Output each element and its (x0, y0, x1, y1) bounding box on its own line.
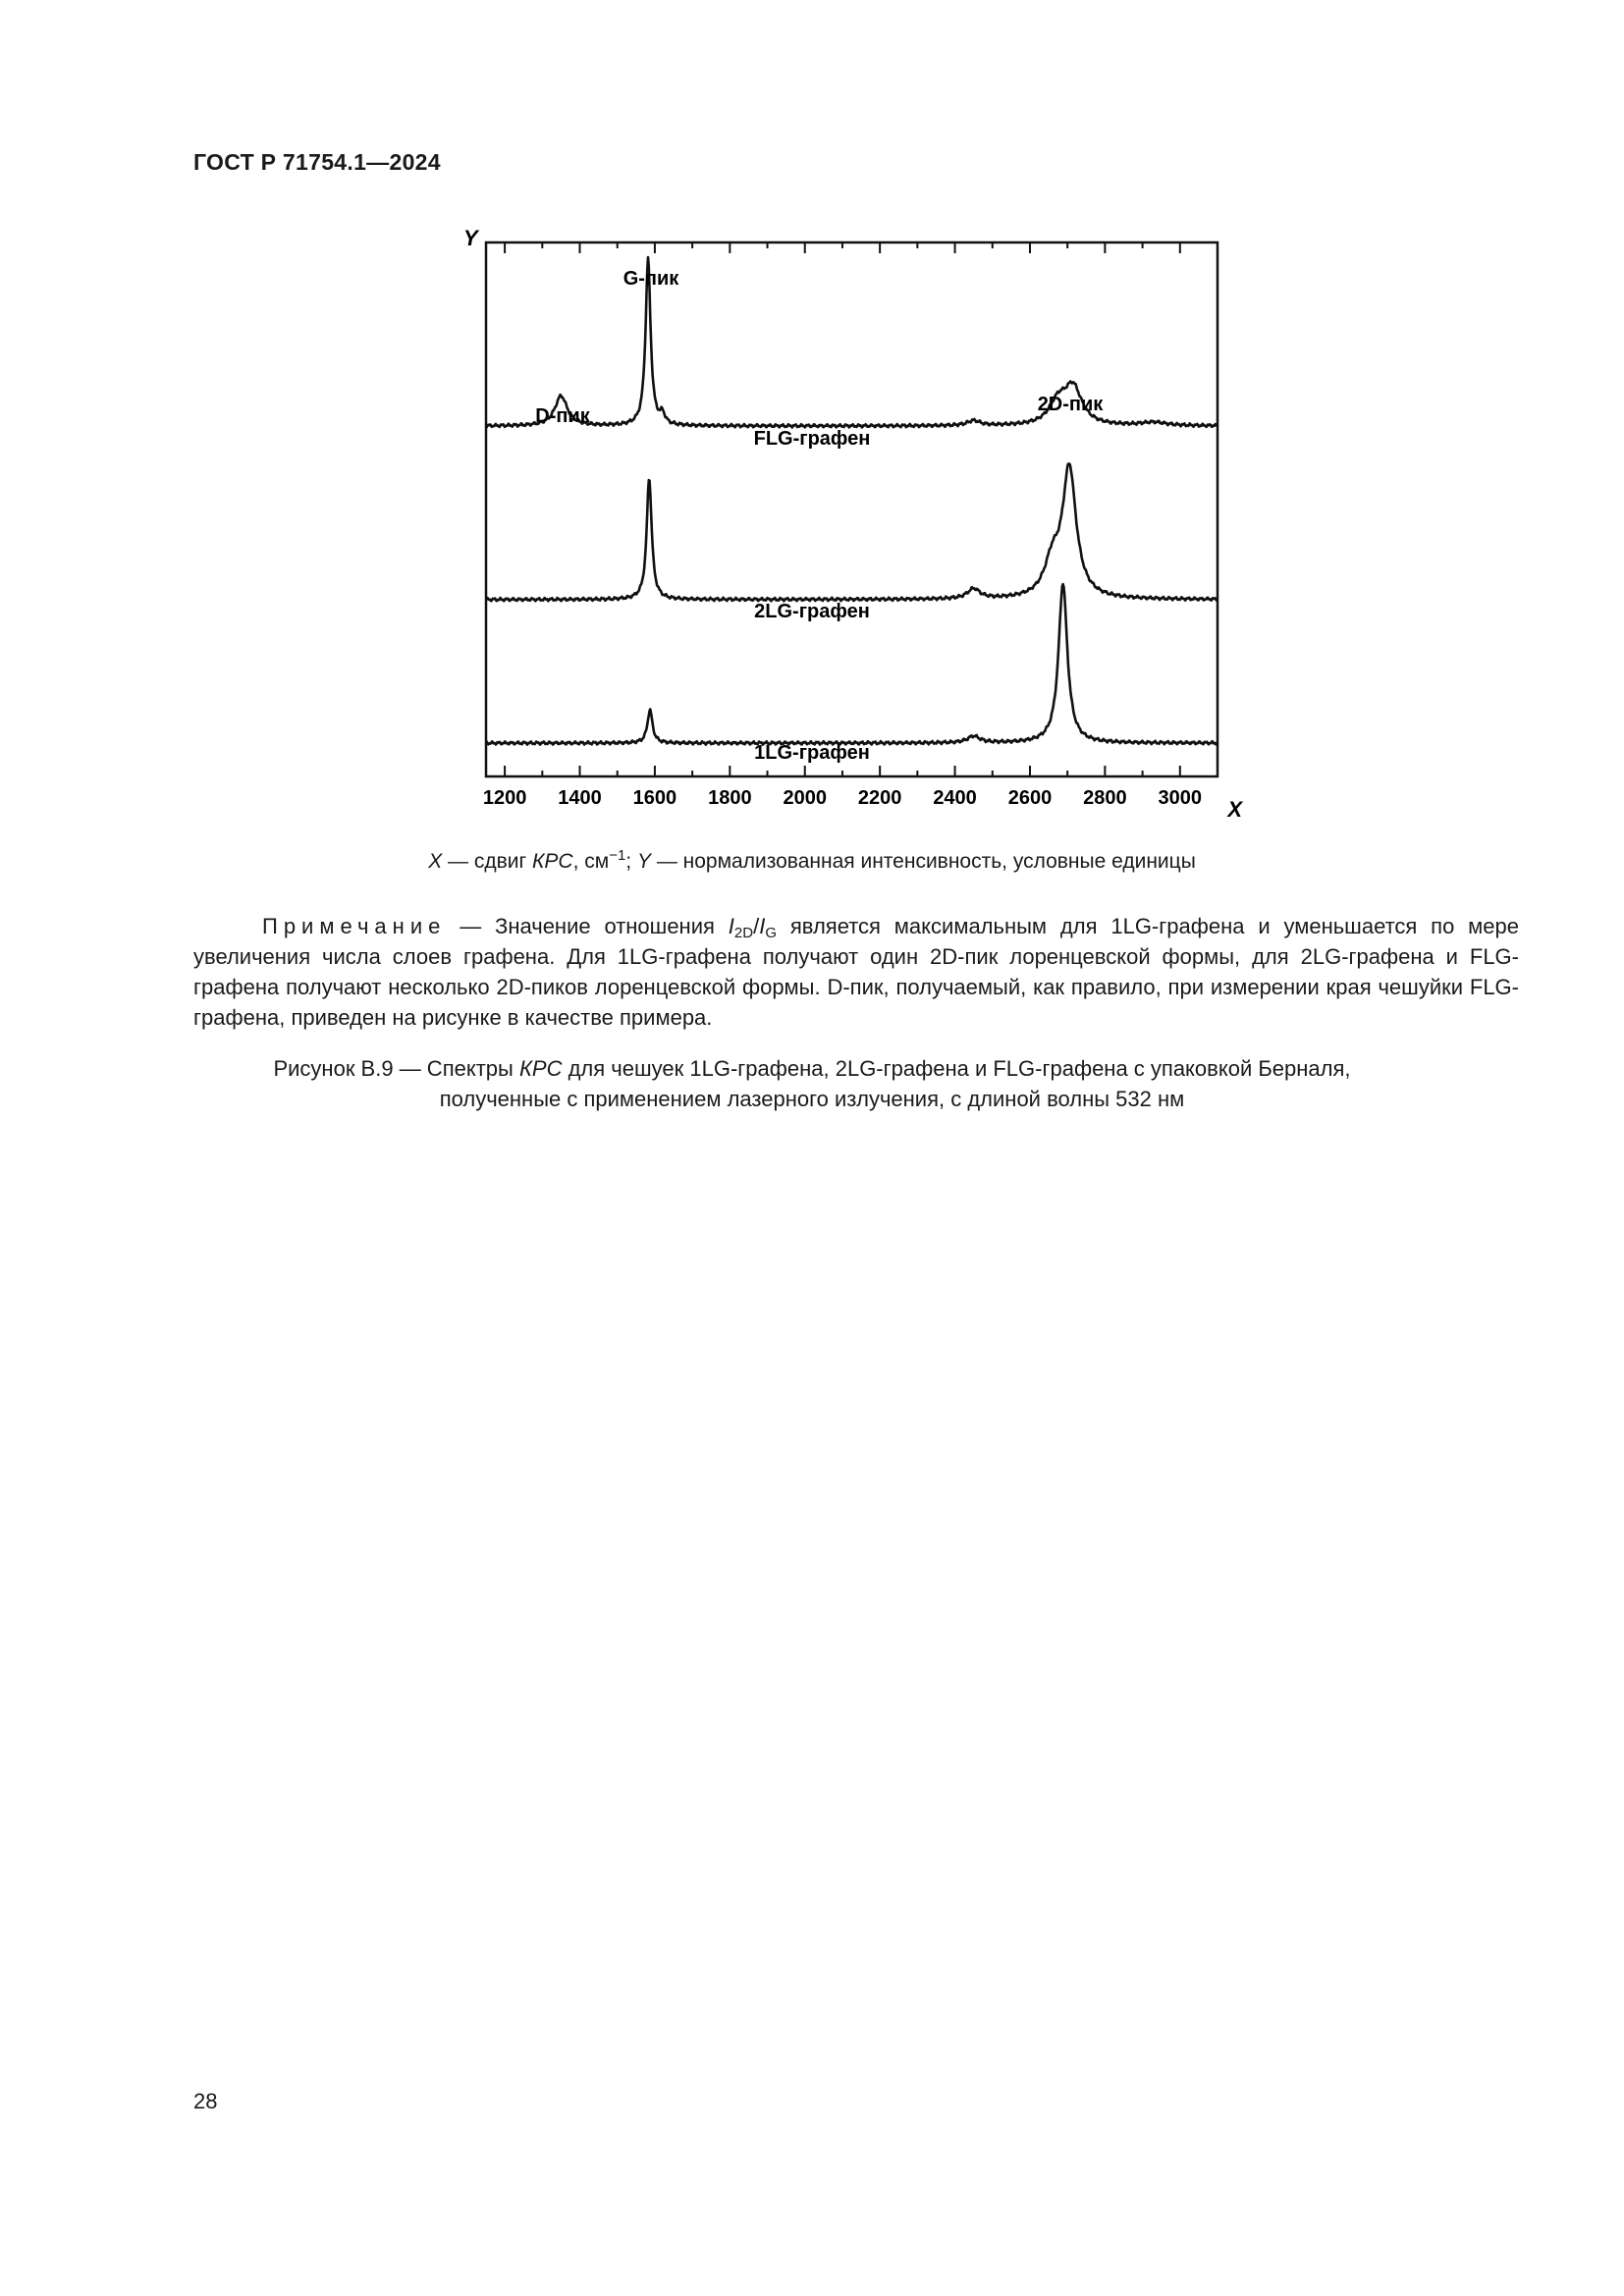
series-label-1lg: 1LG-графен (754, 742, 870, 764)
raman-spectra-chart (432, 218, 1247, 846)
x-axis-label: X (1227, 797, 1242, 822)
note-intensity-symbol: I (728, 914, 734, 938)
x-tick-label: 1200 (482, 787, 527, 809)
note-sub-2d: 2D (733, 925, 754, 941)
caption-part2: для чешуек 1LG-графена, 2LG-графена и FLG-графена с упаковкой Берналя, (562, 1056, 1351, 1081)
annotation-g-peak: G-пик (623, 268, 679, 290)
legend-separator: ; (625, 850, 637, 873)
x-tick-label: 2200 (857, 787, 902, 809)
legend-y-text: — нормализованная интенсивность, условные единицы (650, 850, 1196, 873)
x-tick-label: 2800 (1083, 787, 1127, 809)
caption-krs: КРС (518, 1056, 563, 1081)
note-text-1: — Значение отношения (446, 914, 729, 938)
plot-frame (486, 242, 1218, 776)
legend-unit: , см (572, 850, 610, 873)
page-number: 28 (193, 2089, 218, 2113)
legend-unit-exponent: −1 (609, 847, 626, 864)
legend-krs: КРС (532, 850, 573, 873)
x-tick-label: 3000 (1158, 787, 1203, 809)
legend-y-symbol: Y (636, 850, 651, 873)
note-slash: / (753, 914, 760, 938)
note-intensity-symbol-2: I (759, 914, 766, 938)
x-tick-label: 1600 (632, 787, 677, 809)
series-label-flg: FLG-графен (753, 428, 871, 450)
caption-part1: Рисунок В.9 — Спектры (273, 1056, 519, 1081)
spectrum-line (486, 464, 1218, 602)
legend-x-symbol: X (428, 850, 443, 873)
series-label-2lg: 2LG-графен (754, 601, 870, 622)
annotation-d-peak: D-пик (535, 405, 590, 427)
legend-x-text: — сдвиг (442, 850, 533, 873)
figure-note (193, 911, 1519, 1033)
note-lead: Примечание (262, 914, 447, 938)
x-tick-label: 2000 (783, 787, 827, 809)
y-axis-label: Y (463, 226, 478, 250)
x-tick-labels (483, 787, 1202, 809)
note-sub-g: G (765, 925, 777, 941)
spectrum-line (486, 257, 1218, 428)
x-tick-label: 1800 (708, 787, 752, 809)
document-header: ГОСТ Р 71754.1—2024 (193, 149, 441, 175)
x-tick-label: 2600 (1007, 787, 1053, 809)
x-tick-label: 2400 (933, 787, 977, 809)
figure-caption (0, 1053, 1624, 1114)
note-text-2: является максимальным для 1LG-графена и уменьшается по мере увеличения числа слоев графена. Для 1LG-графена получают один 2D-пик лоренцевской формы, для 2LG-графена и FLG-графена получают несколько 2D-пиков лоренцевской формы. D-пик, получаемый, как правило, при измерении края чешуйки FLG-графена, приведен на рисунке в качестве примера. (193, 914, 1519, 1030)
axes-legend (0, 847, 1624, 874)
spectra-curves (486, 257, 1218, 745)
axis-ticks (505, 242, 1218, 776)
x-tick-label: 1400 (558, 787, 602, 809)
annotation-2d-peak: 2D-пик (1037, 394, 1104, 415)
caption-line-2: полученные с применением лазерного излучения, с длиной волны 532 нм (439, 1087, 1185, 1111)
caption-line-1 (0, 1053, 1624, 1084)
